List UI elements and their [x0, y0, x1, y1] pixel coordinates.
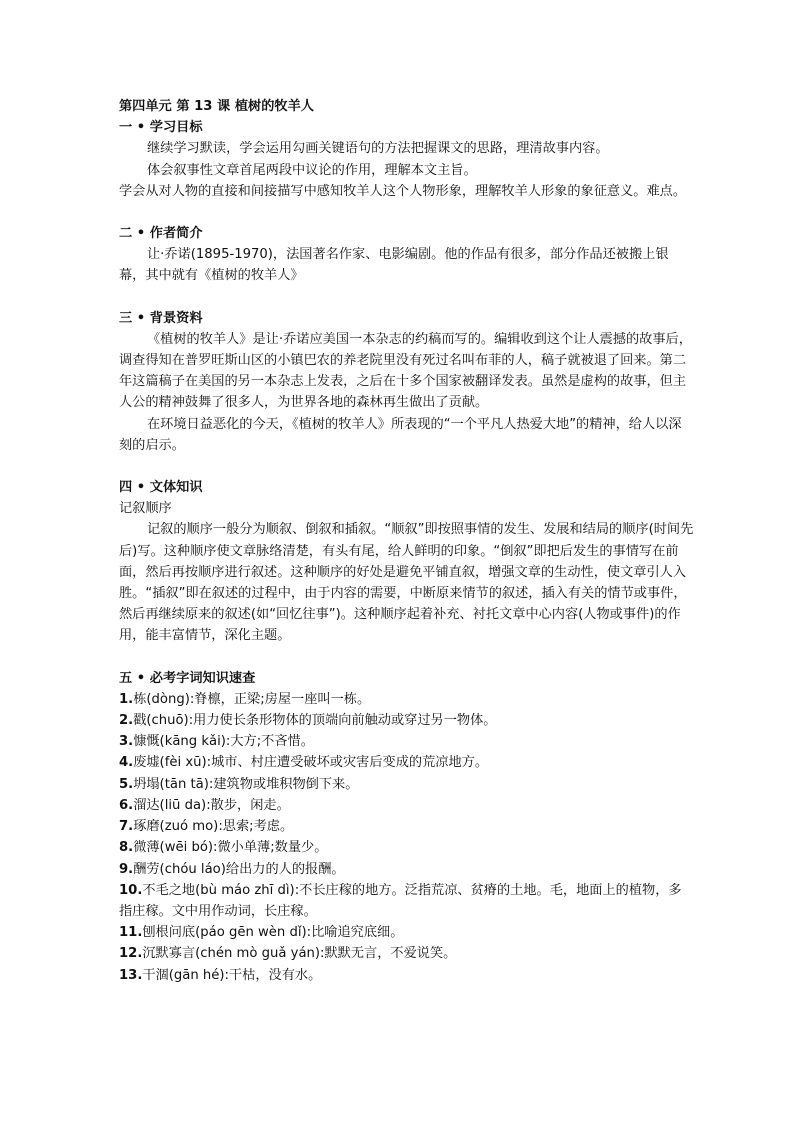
spacer — [119, 202, 694, 223]
background-paragraph-2: 在环境日益恶化的今天，《植树的牧羊人》所表现的“一个平凡人热爱大地”的精神，给人以深刻的启示。 — [119, 416, 682, 453]
vocab-word: 琢磨(zuó mo) — [133, 819, 219, 835]
vocab-item — [119, 774, 694, 795]
vocab-number: 8. — [119, 840, 134, 856]
objective-line-1: 继续学习默读，学会运用勾画关键语句的方法把握课文的思路，理清故事内容。 — [147, 141, 609, 157]
vocab-number: 12. — [119, 946, 143, 962]
vocab-definition: 给出力的人的报酬。 — [225, 861, 345, 877]
vocab-word: 戳(chuō) — [133, 713, 189, 729]
section-heading-author: 二 • 作者简介 — [119, 226, 203, 242]
author-paragraph: 让·乔诺(1895-1970)，法国著名作家、电影编剧。他的作品有很多，部分作品还被搬上银幕，其中就有《植树的牧羊人》 — [119, 247, 669, 284]
vocab-word: 不毛之地(bù máo zhī dì) — [142, 882, 295, 898]
vocab-number: 11. — [119, 925, 143, 941]
objective-line-3: 学会从对人物的直接和间接描写中感知牧羊人这个人物形象，理解牧羊人形象的象征意义。难点。 — [119, 183, 687, 199]
spacer — [119, 287, 694, 308]
vocab-definition: :干枯，没有水。 — [224, 967, 322, 983]
section-heading-background: 三 • 背景资料 — [119, 310, 203, 326]
spacer — [119, 647, 694, 668]
vocab-word: 干涸(gān hé) — [142, 967, 225, 983]
page-title: 第四单元 第 13 课 植树的牧羊人 — [119, 99, 314, 114]
vocab-definition: :比喻追究底细。 — [306, 925, 404, 941]
vocab-item — [119, 922, 694, 943]
vocab-definition: :不长庄稼的地方。泛指荒凉、贫瘠的土地。毛，地面上的植物，多指庄稼。文中用作动词，长庄稼。 — [119, 882, 682, 919]
vocab-item — [119, 859, 694, 880]
vocab-definition: :脊檩，正梁;房屋一座叫一栋。 — [189, 691, 371, 707]
vocab-word: 溜达(liū da) — [133, 797, 207, 813]
genre-subheading: 记叙顺序 — [119, 501, 172, 517]
vocab-number: 7. — [119, 819, 134, 835]
section-heading-genre: 四 • 文体知识 — [119, 480, 203, 496]
vocab-word: 慷慨(kāng kǎi) — [133, 734, 226, 750]
vocab-number: 2. — [119, 713, 134, 729]
vocab-word: 坍塌(tān tā) — [133, 776, 209, 792]
vocab-number: 1. — [119, 691, 134, 707]
vocab-item — [119, 837, 694, 858]
vocab-number: 6. — [119, 797, 134, 813]
vocab-definition: :大方;不吝惜。 — [225, 734, 314, 750]
vocab-item — [119, 752, 694, 773]
vocab-number: 13. — [119, 967, 143, 983]
vocab-number: 3. — [119, 734, 134, 750]
vocab-definition: :微小单薄;数量少。 — [213, 840, 328, 856]
vocab-definition: :建筑物或堆积物倒下来。 — [208, 776, 359, 792]
vocab-word: 沉默寡言(chén mò guǎ yán) — [142, 946, 321, 962]
vocab-item — [119, 689, 694, 710]
spacer — [119, 456, 694, 477]
vocab-definition: :城市、村庄遭受破坏或灾害后变成的荒凉地方。 — [206, 755, 489, 771]
vocab-word: 废墟(fèi xū) — [133, 755, 207, 771]
vocab-number: 10. — [119, 882, 143, 898]
objective-line-2: 体会叙事性文章首尾两段中议论的作用，理解本文主旨。 — [147, 162, 477, 178]
vocab-word: 栋(dòng) — [133, 691, 190, 707]
section-heading-vocabulary: 五 • 必考字词知识速查 — [119, 670, 256, 686]
section-heading-objectives: 一 • 学习目标 — [119, 120, 203, 136]
vocab-item — [119, 965, 694, 986]
vocab-item — [119, 795, 694, 816]
vocab-definition: :思索;考虑。 — [218, 819, 294, 835]
vocab-item — [119, 943, 694, 964]
vocab-item — [119, 880, 694, 922]
vocab-word: 微薄(wēi bó) — [133, 840, 214, 856]
vocab-definition: :散步，闲走。 — [206, 797, 290, 813]
vocab-definition: :默默无言，不爱说笑。 — [320, 946, 457, 962]
vocab-word: 酬劳(chóu láo) — [133, 861, 226, 877]
vocab-number: 5. — [119, 776, 134, 792]
vocab-number: 4. — [119, 755, 134, 771]
vocab-definition: :用力使长条形物体的顶端向前触动或穿过另一物体。 — [188, 713, 497, 729]
vocab-item — [119, 731, 694, 752]
vocab-word: 刨根问底(páo gēn wèn dǐ) — [142, 925, 307, 941]
genre-paragraph: 记叙的顺序一般分为顺叙、倒叙和插叙。“顺叙”即按照事情的发生、发展和结局的顺序(时间先后)写。这种顺序使文章脉络清楚，有头有尾，给人鲜明的印象。“倒叙”即把后发生的事情写在前面，然后再按顺序进行叙述。这种顺序的好处是避免平铺直叙，增强文章的生动性，使文章引人入胜。“插叙”即在叙述的过程中，由于内容的需要，中断原来情节的叙述，插入有关的情节或事件，然后再继续原来的叙述(如“回忆往事”)。这种顺序起着补充、衬托文章中心内容(人物或事件)的作用，能丰富情节，深化主题。 — [119, 522, 694, 644]
background-paragraph-1: 《植树的牧羊人》是让·乔诺应美国一本杂志的约稿而写的。编辑收到这个让人震撼的故事后，调查得知在普罗旺斯山区的小镇巴农的养老院里没有死过名叫布菲的人，稿子就被退了回来。第二年这篇稿子在美国的另一本杂志上发表，之后在十多个国家被翻译发表。虽然是虚构的故事，但主人公的精神鼓舞了很多人，为世界各地的森林再生做出了贡献。 — [119, 331, 692, 411]
vocab-item — [119, 816, 694, 837]
vocab-item — [119, 710, 694, 731]
vocab-number: 9. — [119, 861, 134, 877]
